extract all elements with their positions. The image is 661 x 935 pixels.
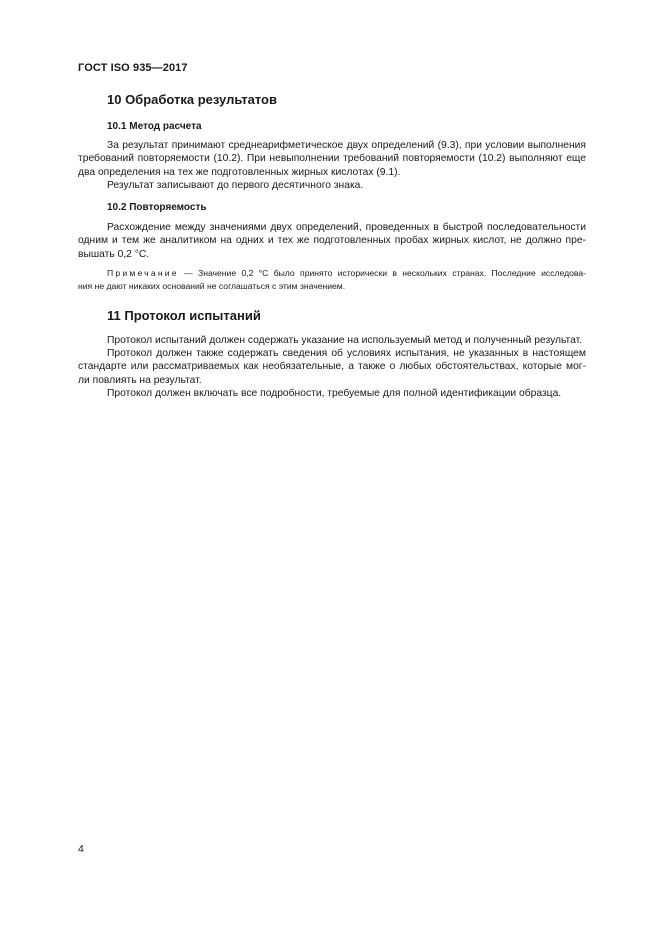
text-line: ли повлиять на результат.	[78, 374, 202, 386]
paragraph-11-identification	[78, 387, 586, 400]
text-line: одним и тем же аналитиком на одних и тех же подготовленных пробах жирных кислот, не должно пре-	[78, 235, 586, 247]
text-line: требований повторяемости (10.2). При невыполнении требований повторяемости (10.2) выполняют еще	[78, 153, 586, 165]
text-line: Результат записывают до первого десятичного знака.	[107, 180, 364, 191]
note-10-2	[78, 267, 586, 292]
paragraph-11-method	[78, 334, 586, 347]
paragraph-10-1-calculation	[78, 139, 586, 179]
text-line: ния не дают никаких оснований не соглашаться с этим значением.	[78, 280, 346, 291]
subsection-10-2-title: 10.2 Повторяемость	[107, 202, 207, 213]
note-text: — Значение 0,2 °С было принято исторически в нескольких странах. Последние исследова-	[178, 268, 586, 278]
paragraph-11-conditions	[78, 347, 586, 387]
subsection-10-1-title: 10.1 Метод расчета	[107, 121, 202, 132]
text-line: Протокол должен также содержать сведения об условиях испытания, не указанных в настоящем	[107, 348, 586, 359]
paragraph-10-2-repeatability	[78, 221, 586, 261]
text-line: Расхождение между значениями двух определений, проведенных в быстрой последовательности	[107, 222, 586, 233]
text-line	[78, 267, 586, 280]
section-11-title: 11 Протокол испытаний	[107, 308, 261, 323]
text-line: За результат принимают среднеарифметическое двух определений (9.3), при условии выполнения	[107, 140, 586, 151]
page-number: 4	[78, 843, 84, 855]
text-line: Протокол должен включать все подробности, требуемые для полной идентификации образца.	[107, 388, 562, 399]
paragraph-10-1-rounding	[78, 179, 586, 192]
text-line: стандарте или рассматриваемых как необязательные, а также о любых обстоятельствах, которые мог-	[78, 361, 586, 373]
note-label: Примечание	[107, 268, 179, 278]
text-line: вышать 0,2 °С.	[78, 248, 150, 260]
text-line: Протокол испытаний должен содержать указание на используемый метод и полученный результат.	[107, 335, 583, 346]
document-header: ГОСТ ISO 935—2017	[78, 62, 188, 74]
text-line: два определения на тех же подготовленных жирных кислотах (9.1).	[78, 166, 401, 178]
section-10-title: 10 Обработка результатов	[107, 92, 277, 107]
